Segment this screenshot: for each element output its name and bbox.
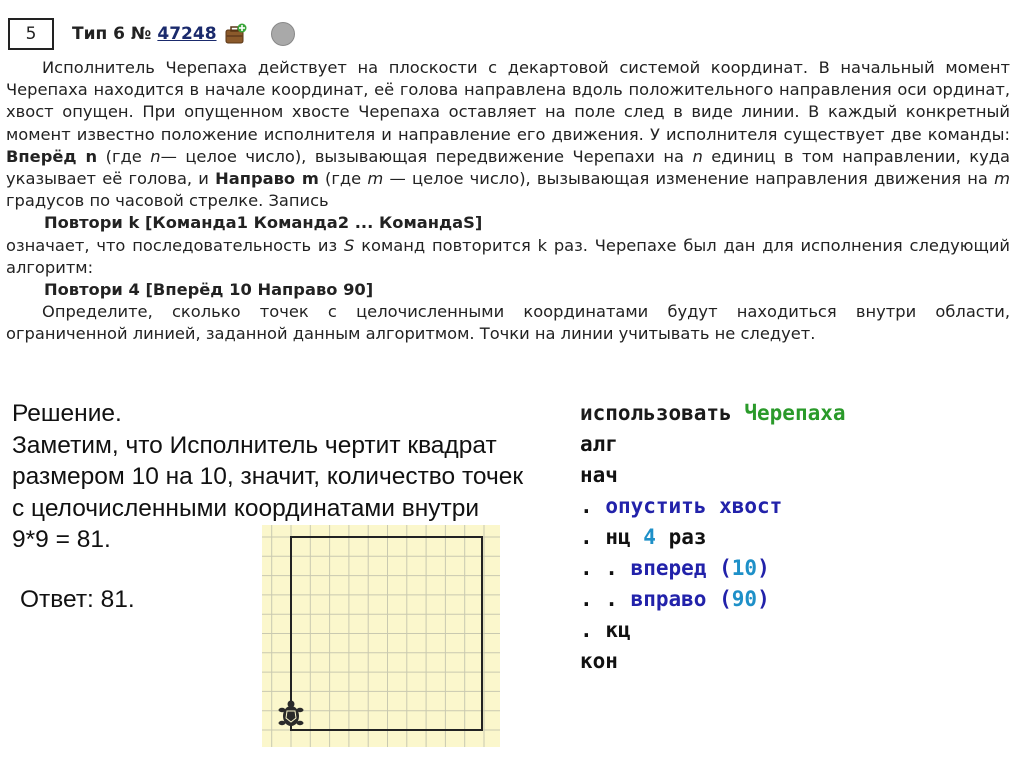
code-line: нач: [580, 463, 618, 487]
solution-line: с целочисленными координатами внутри: [12, 494, 480, 522]
task-text-part: (где: [325, 169, 362, 189]
code-command: вправо: [630, 587, 707, 611]
code-indent: .: [580, 494, 593, 518]
task-text-part: команд повторится k раз. Черепахе был дан для исполнения следующий алгоритм:: [6, 235, 1010, 277]
task-text-part: Исполнитель Черепаха действует на плоскости с декартовой системой координат. В начальный момент Черепаха находится в начале координат, её голова направлена вдоль положительного направления оси ординат, хвост опущен. При опущенном хвосте Черепаха оставляет на поле след в виде линии. В каждый конкретный момент известно положение исполнителя и направление его движения. У исполнителя существует две команды:: [6, 58, 1010, 144]
question: Определите, сколько точек с целочисленными координатами будут находиться внутри области, ограниченной линией, заданной данным алгоритмом. Точки на линии учитывать не следует.: [6, 302, 1010, 344]
var-m: m: [994, 169, 1011, 189]
code-keyword: кц: [605, 618, 631, 642]
status-circle-icon[interactable]: [271, 22, 295, 46]
var-m: m: [367, 169, 384, 189]
task-text-part: — целое число), вызывающая изменение направления движения на: [389, 169, 988, 189]
task-text-part: единиц в том направлении, куда указывает её голова, и: [6, 146, 1010, 189]
code-keyword: нц: [605, 525, 631, 549]
code-indent: .: [580, 618, 593, 642]
code-keyword: раз: [668, 525, 707, 549]
task-header: [72, 22, 295, 46]
code-line: кон: [580, 649, 618, 673]
task-text-part: означает, что последовательность из: [6, 235, 338, 255]
code-line: [580, 615, 846, 646]
solution-line: Заметим, что Исполнитель чертит квадрат: [12, 431, 497, 459]
task-number-box: [8, 18, 54, 50]
task-text-part: — целое число), вызывающая передвижение Черепахи на: [160, 146, 684, 166]
turtle-grid: [262, 525, 500, 747]
code-module: Черепаха: [744, 401, 846, 425]
code-keyword: использовать: [580, 401, 732, 425]
code-number: 4: [643, 525, 656, 549]
answer: Ответ: 81.: [20, 586, 135, 613]
cmd-right: Направо m: [215, 169, 319, 189]
code-line: [580, 491, 846, 522]
repeat-syntax: Повтори k [Команда1 Команда2 ... КомандаS]: [44, 213, 483, 233]
var-n: n: [692, 146, 703, 166]
var-n: n: [150, 146, 161, 166]
code-command: вперед: [630, 556, 707, 580]
code-indent: . .: [580, 587, 618, 611]
task-text-part: градусов по часовой стрелке. Запись: [6, 191, 329, 211]
cmd-forward: Вперёд n: [6, 146, 98, 166]
task-paragraph: [6, 57, 1010, 212]
task-id-link[interactable]: 47248: [157, 24, 217, 44]
code-line: алг: [580, 432, 618, 456]
code-listing: [580, 398, 846, 677]
code-indent: .: [580, 525, 593, 549]
turtle-figure: [262, 525, 500, 747]
task-text: [6, 57, 1010, 346]
type-label: Тип 6 №: [72, 24, 152, 44]
code-line: . . вперед (10): [580, 556, 770, 580]
code-number: 90: [731, 587, 758, 611]
var-s: S: [344, 235, 355, 255]
solution-title: Решение.: [12, 400, 122, 427]
solution-line: размером 10 на 10, значит, количество точек: [12, 463, 524, 490]
code-line: [580, 398, 846, 429]
task-text-part: (где: [105, 146, 142, 166]
code-indent: . .: [580, 556, 618, 580]
solution-line: 9*9 = 81.: [12, 526, 111, 553]
briefcase-add-icon[interactable]: [225, 23, 247, 45]
code-line: [580, 522, 846, 553]
code-command: опустить хвост: [605, 494, 783, 518]
task-number: 5: [25, 24, 37, 44]
task-paragraph: [6, 235, 1010, 279]
code-line: . . вправо (90): [580, 587, 770, 611]
code-number: 10: [731, 556, 758, 580]
algorithm: Повтори 4 [Вперёд 10 Направо 90]: [44, 280, 374, 300]
